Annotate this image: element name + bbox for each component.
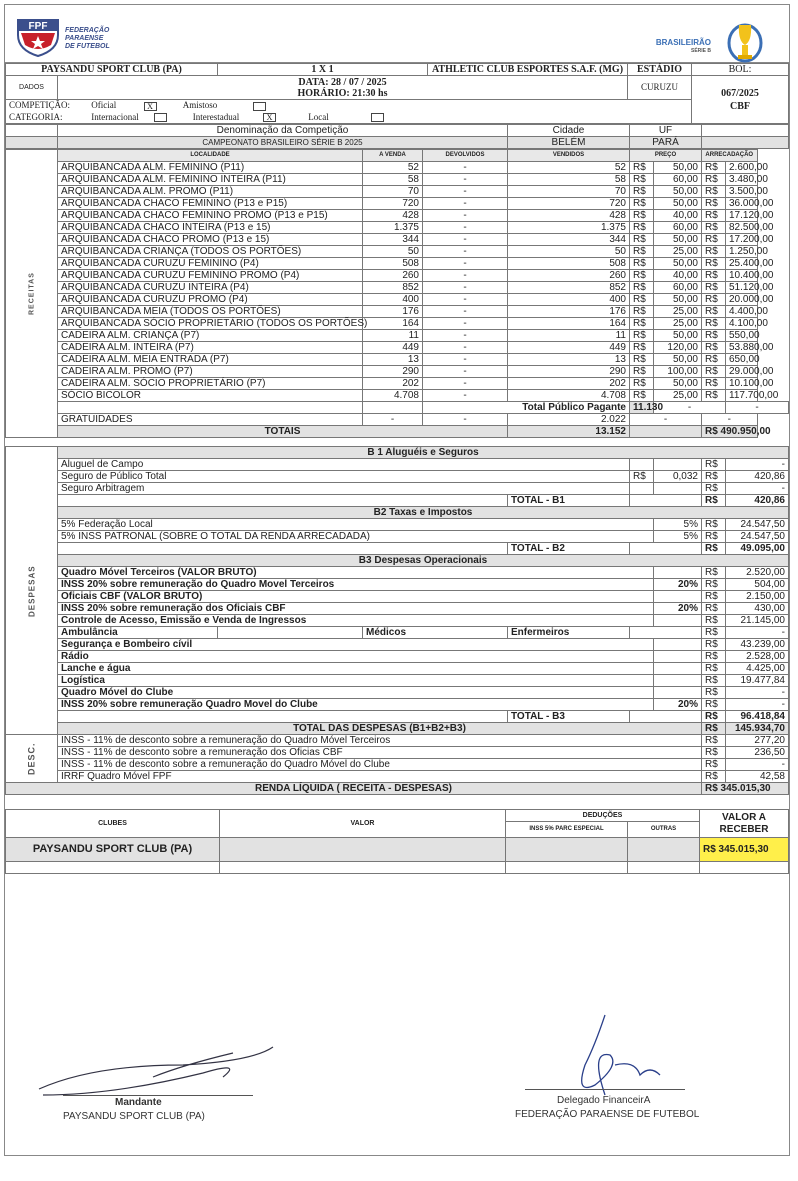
localidade: ARQUIBANCADA CURUZU INTEIRA (P4) bbox=[58, 282, 363, 294]
fpf-logo bbox=[15, 17, 61, 57]
despesa-label: INSS 20% sobre remuneração Quadro Movel do Clube bbox=[58, 699, 654, 711]
currency: R$ bbox=[702, 294, 726, 306]
col-localidade: LOCALIDADE bbox=[58, 150, 363, 162]
local-checkbox[interactable] bbox=[371, 113, 384, 122]
arrecadacao: 10.100,00 bbox=[726, 378, 758, 390]
despesa-label: Segurança e Bombeiro cívil bbox=[58, 639, 654, 651]
currency: R$ bbox=[702, 174, 726, 186]
receita-row bbox=[6, 210, 789, 222]
a-venda: 202 bbox=[363, 378, 423, 390]
total-despesas-label: TOTAL DAS DESPESAS (B1+B2+B3) bbox=[58, 723, 702, 735]
arrecadacao: 82.500,00 bbox=[726, 222, 758, 234]
localidade: ARQUIBANCADA CHACO PROMO (P13 e 15) bbox=[58, 234, 363, 246]
devolvidos: - bbox=[423, 294, 508, 306]
despesas-table: DESPESAS B 1 Aluguéis e Seguros Aluguel de Campo R$ - Seguro de Público Total R$ 0,032 R$ 420,86 Seguro Arbitragem R$ - TOTAL - B1 R$ 420,86 B2 Taxas e Impostos 5% Federação Local 5% R$ 24.547,50 5% INSS PATRONAL (SOBRE O TOTAL DA RENDA ARRECADADA) 5% R$ 24.547,50 TOTAL - B2 R$ 49.095,00 B3 Despesas Operacionais Quadro Móvel Terceiros (VALOR BRUTO) R$ 2.520,00 INSS 20% sobre remuneração do Quadro Movel Terceiros 20% R$ 504,00 Oficiais CBF (VALOR BRUTO) R$ 2.150,00 INSS 20% sobre remuneração dos Oficiais CBF 20% R$ 430,00 Controle de Acesso, Emissão e Venda de Ingressos R$ 21.145,00 Ambulância Médicos Enfermeiros R$ - Segurança e Bombeiro cívil R$ 43.239,00 Rádio R$ 2.528,00 Lanche e água R$ 4.425,00 Logística R$ 19.477,84 Quadro Móvel do Clube R$ - INSS 20% sobre remuneração Quadro Movel do Clube 20% R$ - TOTAL - B3 R$ 96.418,84 TOTAL DAS DESPESAS (B1+B2+B3) R$ 145.934,70 DESC. INSS - 11% de desconto sobre a remuneração do Quadro Móvel Terceiros R$ 277,20 INSS - 11% de desconto sobre a remuneração dos Oficias CBF R$ 236,50 INSS - 11% de desconto sobre a remuneração do Quadro Móvel do Clube R$ - IRRF Quadro Móvel FPF R$ 42,58 RENDA LÍQUIDA ( RECEITA - DESPESAS) R$ 345.015,30 bbox=[5, 446, 789, 795]
currency: R$ bbox=[630, 174, 654, 186]
despesa-value: - bbox=[726, 699, 789, 711]
vendidos: 70 bbox=[508, 186, 630, 198]
arrecadacao: 29.000,00 bbox=[726, 366, 758, 378]
despesa-value: - bbox=[726, 459, 789, 471]
preco: 40,00 bbox=[654, 210, 702, 222]
preco: 50,00 bbox=[654, 378, 702, 390]
despesa-label: Seguro Arbitragem bbox=[58, 483, 630, 495]
devolvidos: - bbox=[423, 306, 508, 318]
vendidos: 400 bbox=[508, 294, 630, 306]
devolvidos: - bbox=[423, 366, 508, 378]
currency: R$ bbox=[630, 210, 654, 222]
vendidos: 13 bbox=[508, 354, 630, 366]
b3-total-label: TOTAL - B3 bbox=[508, 711, 630, 723]
currency: R$ bbox=[702, 282, 726, 294]
b3-total: 96.418,84 bbox=[726, 711, 789, 723]
currency: R$ bbox=[702, 330, 726, 342]
desc-value: 236,50 bbox=[726, 747, 789, 759]
currency: R$ bbox=[630, 390, 654, 402]
despesa-value: 420,86 bbox=[726, 471, 789, 483]
localidade: ARQUIBANCADA CHACO INTEIRA (P13 e 15) bbox=[58, 222, 363, 234]
b2-total: 49.095,00 bbox=[726, 543, 789, 555]
vendidos: 176 bbox=[508, 306, 630, 318]
arrecadacao: 117.700,00 bbox=[726, 390, 758, 402]
currency: R$ bbox=[630, 342, 654, 354]
vendidos: 1.375 bbox=[508, 222, 630, 234]
competition-name: CAMPEONATO BRASILEIRO SÉRIE B 2025 bbox=[58, 137, 508, 149]
despesa-label: 5% Federação Local bbox=[58, 519, 654, 531]
despesa-value: 430,00 bbox=[726, 603, 789, 615]
localidade: ARQUIBANCADA ALM. FEMININO INTEIRA (P11) bbox=[58, 174, 363, 186]
currency: R$ bbox=[630, 294, 654, 306]
a-venda: 449 bbox=[363, 342, 423, 354]
preco: 50,00 bbox=[654, 198, 702, 210]
arrecadacao: 17.200,00 bbox=[726, 234, 758, 246]
desc-label: INSS - 11% de desconto sobre a remuneração do Quadro Móvel do Clube bbox=[58, 759, 702, 771]
localidade: ARQUIBANCADA SÓCIO PROPRIETÁRIO (TODOS OS PORTÕES) bbox=[58, 318, 363, 330]
vendidos: 428 bbox=[508, 210, 630, 222]
localidade: CADEIRA ALM. INTEIRA (P7) bbox=[58, 342, 363, 354]
vendidos: 50 bbox=[508, 246, 630, 258]
receita-row bbox=[6, 282, 789, 294]
despesa-label: 5% INSS PATRONAL (SOBRE O TOTAL DA RENDA ARRECADADA) bbox=[58, 531, 654, 543]
devolvidos: - bbox=[423, 282, 508, 294]
despesa-value: 19.477,84 bbox=[726, 675, 789, 687]
despesa-label: Quadro Móvel do Clube bbox=[58, 687, 654, 699]
despesa-label: Aluguel de Campo bbox=[58, 459, 630, 471]
preco: 120,00 bbox=[654, 342, 702, 354]
oficial-checkbox[interactable]: X bbox=[144, 102, 157, 111]
devolvidos: - bbox=[423, 258, 508, 270]
a-venda: 13 bbox=[363, 354, 423, 366]
currency: R$ bbox=[630, 246, 654, 258]
a-venda: 52 bbox=[363, 162, 423, 174]
b3-title: B3 Despesas Operacionais bbox=[58, 555, 789, 567]
medicos-label: Médicos bbox=[363, 627, 508, 639]
receita-row bbox=[6, 342, 789, 354]
currency: R$ bbox=[702, 258, 726, 270]
preco: 60,00 bbox=[654, 282, 702, 294]
desc-label: INSS - 11% de desconto sobre a remuneração dos Oficias CBF bbox=[58, 747, 702, 759]
a-venda: 290 bbox=[363, 366, 423, 378]
currency: R$ bbox=[630, 378, 654, 390]
desc-value: - bbox=[726, 759, 789, 771]
arrecadacao: 53.880,00 bbox=[726, 342, 758, 354]
vendidos: 290 bbox=[508, 366, 630, 378]
arrecadacao: 2.600,00 bbox=[726, 162, 758, 174]
cidade-label: Cidade bbox=[508, 125, 630, 137]
col-a-venda: A VENDA bbox=[363, 150, 423, 162]
devolvidos: - bbox=[423, 186, 508, 198]
vendidos: 344 bbox=[508, 234, 630, 246]
despesa-value: 24.547,50 bbox=[726, 519, 789, 531]
localidade: ARQUIBANCADA ALM. PROMO (P11) bbox=[58, 186, 363, 198]
a-venda: 58 bbox=[363, 174, 423, 186]
amistoso-checkbox[interactable] bbox=[253, 102, 266, 111]
a-venda: 50 bbox=[363, 246, 423, 258]
vendidos: 852 bbox=[508, 282, 630, 294]
despesa-value: 2.528,00 bbox=[726, 651, 789, 663]
a-venda: 344 bbox=[363, 234, 423, 246]
arrecadacao: 4.100,00 bbox=[726, 318, 758, 330]
devolvidos: - bbox=[423, 378, 508, 390]
devolvidos: - bbox=[423, 342, 508, 354]
a-venda: 400 bbox=[363, 294, 423, 306]
despesa-label: Lanche e água bbox=[58, 663, 654, 675]
vendidos: 11 bbox=[508, 330, 630, 342]
despesa-value: - bbox=[726, 687, 789, 699]
currency: R$ bbox=[702, 306, 726, 318]
devolvidos: - bbox=[423, 162, 508, 174]
col-preco: PREÇO bbox=[630, 150, 702, 162]
a-venda: 164 bbox=[363, 318, 423, 330]
localidade: CADEIRA ALM. PROMO (P7) bbox=[58, 366, 363, 378]
preco: 25,00 bbox=[654, 306, 702, 318]
localidade: ARQUIBANCADA MEIA (TODOS OS PORTÕES) bbox=[58, 306, 363, 318]
header bbox=[5, 5, 789, 63]
mandante-signature bbox=[33, 1025, 283, 1105]
despesa-value: 504,00 bbox=[726, 579, 789, 591]
arrecadacao: 25.400,00 bbox=[726, 258, 758, 270]
preco: 50,00 bbox=[654, 162, 702, 174]
despesa-label: Seguro de Público Total bbox=[58, 471, 630, 483]
currency: R$ bbox=[702, 222, 726, 234]
currency: R$ bbox=[702, 210, 726, 222]
mandante-org: PAYSANDU SPORT CLUB (PA) bbox=[63, 1111, 205, 1122]
devolvidos: - bbox=[423, 390, 508, 402]
federation-name: FEDERAÇÃO PARAENSE DE FUTEBOL bbox=[65, 27, 110, 50]
trophy-icon bbox=[719, 19, 767, 63]
devolvidos: - bbox=[423, 174, 508, 186]
despesa-label: Rádio bbox=[58, 651, 654, 663]
preco: 50,00 bbox=[654, 354, 702, 366]
vendidos: 260 bbox=[508, 270, 630, 282]
bol-number: 067/2025 CBF bbox=[692, 76, 789, 124]
currency: R$ bbox=[630, 222, 654, 234]
gratuidades-label: GRATUIDADES bbox=[58, 414, 363, 426]
uf-value: PARÁ bbox=[630, 137, 702, 149]
arrecadacao: 51.120,00 bbox=[726, 282, 758, 294]
a-venda: 720 bbox=[363, 198, 423, 210]
despesa-value: 21.145,00 bbox=[726, 615, 789, 627]
currency: R$ bbox=[630, 330, 654, 342]
home-team: PAYSANDU SPORT CLUB (PA) bbox=[6, 64, 218, 76]
away-team: ATHLETIC CLUB ESPORTES S.A.F. (MG) bbox=[428, 64, 628, 76]
fpf-logo-text: FPF bbox=[28, 21, 48, 32]
despesa-value: 24.547,50 bbox=[726, 531, 789, 543]
desc-value: 277,20 bbox=[726, 735, 789, 747]
receita-row bbox=[6, 378, 789, 390]
dados-label: DADOS bbox=[6, 76, 58, 100]
total-pagante-label: Total Público Pagante bbox=[423, 402, 630, 414]
preco: 25,00 bbox=[654, 246, 702, 258]
competition-row: COMPETIÇÃO: Oficial X Amistoso bbox=[6, 100, 692, 112]
b2-total-label: TOTAL - B2 bbox=[508, 543, 630, 555]
despesa-value: 2.150,00 bbox=[726, 591, 789, 603]
estadio-label: ESTÁDIO bbox=[628, 64, 692, 76]
currency: R$ bbox=[702, 366, 726, 378]
currency: R$ bbox=[630, 366, 654, 378]
preco: 60,00 bbox=[654, 174, 702, 186]
receita-row bbox=[6, 258, 789, 270]
receita-row bbox=[6, 318, 789, 330]
cidade-value: BELÉM bbox=[508, 137, 630, 149]
payout-amount: R$ 345.015,30 bbox=[700, 838, 789, 862]
a-venda: 11 bbox=[363, 330, 423, 342]
devolvidos: - bbox=[423, 210, 508, 222]
localidade: SÓCIO BICOLOR bbox=[58, 390, 363, 402]
payout-deducoes-header: DEDUÇÕES bbox=[506, 810, 700, 822]
currency: R$ bbox=[702, 270, 726, 282]
a-venda: 176 bbox=[363, 306, 423, 318]
vendidos: 202 bbox=[508, 378, 630, 390]
preco: 25,00 bbox=[654, 390, 702, 402]
col-vendidos: VENDIDOS bbox=[508, 150, 630, 162]
devolvidos: - bbox=[423, 234, 508, 246]
devolvidos: - bbox=[423, 222, 508, 234]
devolvidos: - bbox=[423, 198, 508, 210]
preco: 100,00 bbox=[654, 366, 702, 378]
ambulancia-label: Ambulância bbox=[58, 627, 218, 639]
currency: R$ bbox=[630, 270, 654, 282]
receita-row bbox=[6, 174, 789, 186]
category-row: CATEGORIA: Internacional Interestadual X Local bbox=[6, 112, 692, 124]
despesa-label: Controle de Acesso, Emissão e Venda de Ingressos bbox=[58, 615, 654, 627]
totais-label: TOTAIS bbox=[58, 426, 508, 438]
despesas-section-label: DESPESAS bbox=[6, 447, 58, 735]
a-venda: 260 bbox=[363, 270, 423, 282]
match-info-table bbox=[5, 63, 789, 124]
a-venda: 852 bbox=[363, 282, 423, 294]
currency: R$ bbox=[702, 246, 726, 258]
gratuidades: 2.022 bbox=[508, 414, 630, 426]
arrecadacao: 1.250,00 bbox=[726, 246, 758, 258]
vendidos: 449 bbox=[508, 342, 630, 354]
currency: R$ bbox=[630, 234, 654, 246]
payout-valor-header: VALOR bbox=[220, 810, 506, 838]
vendidos: 4.708 bbox=[508, 390, 630, 402]
internacional-checkbox[interactable] bbox=[154, 113, 167, 122]
payout-clubes-header: CLUBES bbox=[6, 810, 220, 838]
receita-row bbox=[6, 222, 789, 234]
total-despesas: 145.934,70 bbox=[726, 723, 789, 735]
currency: R$ bbox=[630, 306, 654, 318]
interestadual-checkbox[interactable]: X bbox=[263, 113, 276, 122]
devolvidos: - bbox=[423, 354, 508, 366]
a-venda: 508 bbox=[363, 258, 423, 270]
localidade: CADEIRA ALM. CRIANÇA (P7) bbox=[58, 330, 363, 342]
receita-row bbox=[6, 234, 789, 246]
despesa-label: INSS 20% sobre remuneração do Quadro Movel Terceiros bbox=[58, 579, 654, 591]
localidade: ARQUIBANCADA CHACO FEMININO (P13 e P15) bbox=[58, 198, 363, 210]
vendidos: 508 bbox=[508, 258, 630, 270]
arrecadacao: 10.400,00 bbox=[726, 270, 758, 282]
receita-row bbox=[6, 354, 789, 366]
receita-row bbox=[6, 390, 789, 402]
arrecadacao: 36.000,00 bbox=[726, 198, 758, 210]
localidade: CADEIRA ALM. SÓCIO PROPRIETÁRIO (P7) bbox=[58, 378, 363, 390]
currency: R$ bbox=[702, 162, 726, 174]
currency: R$ bbox=[702, 342, 726, 354]
renda-liquida-label: RENDA LÍQUIDA ( RECEITA - DESPESAS) bbox=[6, 783, 702, 795]
arrecadacao: 3.500,00 bbox=[726, 186, 758, 198]
receita-row bbox=[6, 330, 789, 342]
renda-liquida: R$ 345.015,30 bbox=[702, 783, 789, 795]
despesa-value: - bbox=[726, 483, 789, 495]
a-venda: 70 bbox=[363, 186, 423, 198]
enfermeiros-label: Enfermeiros bbox=[508, 627, 630, 639]
despesa-label: Oficiais CBF (VALOR BRUTO) bbox=[58, 591, 654, 603]
a-venda: 1.375 bbox=[363, 222, 423, 234]
localidade: ARQUIBANCADA CURUZU FEMININO (P4) bbox=[58, 258, 363, 270]
arrecadacao: 3.480,00 bbox=[726, 174, 758, 186]
score: 1 X 1 bbox=[218, 64, 428, 76]
devolvidos: - bbox=[423, 330, 508, 342]
competition-table bbox=[5, 124, 789, 149]
col-devolvidos: DEVOLVIDOS bbox=[423, 150, 508, 162]
payout-club: PAYSANDU SPORT CLUB (PA) bbox=[6, 838, 220, 862]
col-arrecadacao: ARRECADAÇÃO bbox=[702, 150, 758, 162]
receita-row bbox=[6, 294, 789, 306]
localidade: CADEIRA ALM. MEIA ENTRADA (P7) bbox=[58, 354, 363, 366]
preco: 50,00 bbox=[654, 330, 702, 342]
localidade: ARQUIBANCADA CHACO FEMININO PROMO (P13 e P15) bbox=[58, 210, 363, 222]
a-venda: 428 bbox=[363, 210, 423, 222]
vendidos: 52 bbox=[508, 162, 630, 174]
b1-total: 420,86 bbox=[726, 495, 789, 507]
despesa-label: Logística bbox=[58, 675, 654, 687]
payout-inss-header: INSS 5% PARC ESPECIAL bbox=[506, 822, 628, 838]
currency: R$ bbox=[702, 234, 726, 246]
delegado-org: FEDERAÇÃO PARAENSE DE FUTEBOL bbox=[515, 1109, 700, 1120]
mandante-role: Mandante bbox=[115, 1097, 162, 1108]
uf-label: UF bbox=[630, 125, 702, 137]
currency: R$ bbox=[630, 198, 654, 210]
currency: R$ bbox=[630, 258, 654, 270]
devolvidos: - bbox=[423, 318, 508, 330]
receitas-section-label: RECEITAS bbox=[6, 150, 58, 438]
devolvidos: - bbox=[423, 270, 508, 282]
arrecadacao: 650,00 bbox=[726, 354, 758, 366]
b1-title: B 1 Aluguéis e Seguros bbox=[58, 447, 789, 459]
currency: R$ bbox=[702, 186, 726, 198]
bol-label: BOL: bbox=[692, 64, 789, 76]
receita-row bbox=[6, 366, 789, 378]
despesa-value: 43.239,00 bbox=[726, 639, 789, 651]
currency: R$ bbox=[630, 354, 654, 366]
denom-label: Denominação da Competição bbox=[58, 125, 508, 137]
currency: R$ bbox=[702, 318, 726, 330]
payout-outras-header: OUTRAS bbox=[628, 822, 700, 838]
desc-label: IRRF Quadro Móvel FPF bbox=[58, 771, 702, 783]
receitas-table: RECEITAS LOCALIDADE A VENDA DEVOLVIDOS VENDIDOS PREÇO ARRECADAÇÃO ARQUIBANCADA ALM. FEMININO (P11) 52 - 52 R$ 50,00 R$ 2.600,00 ARQUIBANCADA ALM. FEMININO INTEIRA (P11) 58 - 58 R$ 60,00 R$ 3.480,00 ARQUIBANCADA ALM. PROMO (P11) 70 - 70 R$ 50,00 R$ 3.500,00 ARQUIBANCADA CHACO FEMININO (P13 e P15) 720 - 720 R$ 50,00 R$ 36.000,00 ARQUIBANCADA CHACO FEMININO PROMO (P13 e P15) 428 - 428 R$ 40,00 R$ 17.120,00 ARQUIBANCADA CHACO INTEIRA (P13 e 15) 1.375 - 1.375 R$ 60,00 R$ 82.500,00 ARQUIBANCADA CHACO PROMO (P13 e 15) 344 - 344 R$ 50,00 R$ 17.200,00 ARQUIBANCADA CRIANÇA (TODOS OS PORTÕES) 50 - 50 R$ 25,00 R$ 1.250,00 ARQUIBANCADA CURUZU FEMININO (P4) 508 - 508 R$ 50,00 R$ 25.400,00 ARQUIBANCADA CURUZU FEMININO PROMO (P4) 260 - 260 R$ 40,00 R$ 10.400,00 ARQUIBANCADA CURUZU INTEIRA (P4) 852 - 852 R$ 60,00 R$ 51.120,00 ARQUIBANCADA CURUZU PROMO (P4) 400 - 400 R$ 50,00 R$ 20.000,00 ARQUIBANCADA MEIA (TODOS OS PORTÕES) 176 - 176 R$ 25,00 R$ 4.400,00 ARQUIBANCADA SÓCIO PROPRIETÁRIO (TODOS OS PORTÕES) 164 - 164 R$ 25,00 R$ 4.100,00 CADEIRA ALM. CRIANÇA (P7) 11 - 11 R$ 50,00 R$ 550,00 CADEIRA ALM. INTEIRA (P7) 449 - 449 R$ 120,00 R$ 53.880,00 CADEIRA ALM. MEIA ENTRADA (P7) 13 - 13 R$ 50,00 R$ 650,00 CADEIRA ALM. PROMO (P7) 290 - 290 R$ 100,00 R$ 29.000,00 CADEIRA ALM. SÓCIO PROPRIETÁRIO (P7) 202 - 202 R$ 50,00 R$ 10.100,00 SÓCIO BICOLOR 4.708 - 4.708 R$ 25,00 R$ 117.700,00 Total Público Pagante 11.130 - - GRATUIDADES - - 2.022 - - TOTAIS 13.152 R$ 490.950,00 bbox=[5, 149, 789, 438]
preco: 40,00 bbox=[654, 270, 702, 282]
currency: R$ bbox=[630, 186, 654, 198]
preco: 50,00 bbox=[654, 186, 702, 198]
currency: R$ bbox=[702, 378, 726, 390]
devolvidos: - bbox=[423, 246, 508, 258]
despesa-label: INSS 20% sobre remuneração dos Oficiais CBF bbox=[58, 603, 654, 615]
totais: 13.152 bbox=[508, 426, 630, 438]
league-logo: BRASILEIRÃO SÉRIE B bbox=[655, 38, 711, 54]
despesa-value: 4.425,00 bbox=[726, 663, 789, 675]
b2-title: B2 Taxas e Impostos bbox=[58, 507, 789, 519]
vendidos: 720 bbox=[508, 198, 630, 210]
localidade: ARQUIBANCADA CURUZU FEMININO PROMO (P4) bbox=[58, 270, 363, 282]
receita-row bbox=[6, 246, 789, 258]
preco: 50,00 bbox=[654, 258, 702, 270]
receita-row bbox=[6, 186, 789, 198]
despesa-label: Quadro Móvel Terceiros (VALOR BRUTO) bbox=[58, 567, 654, 579]
vendidos: 58 bbox=[508, 174, 630, 186]
a-venda: 4.708 bbox=[363, 390, 423, 402]
localidade: ARQUIBANCADA CURUZU PROMO (P4) bbox=[58, 294, 363, 306]
currency: R$ bbox=[630, 282, 654, 294]
date-time: DATA: 28 / 07 / 2025 HORÁRIO: 21:30 hs bbox=[58, 76, 628, 100]
preco: 25,00 bbox=[654, 318, 702, 330]
arrecadacao: 550,00 bbox=[726, 330, 758, 342]
arrecadacao: 4.400,00 bbox=[726, 306, 758, 318]
receita-row bbox=[6, 306, 789, 318]
desc-label: INSS - 11% de desconto sobre a remuneração do Quadro Móvel Terceiros bbox=[58, 735, 702, 747]
vendidos: 164 bbox=[508, 318, 630, 330]
receita-row bbox=[6, 162, 789, 174]
currency: R$ bbox=[702, 354, 726, 366]
currency: R$ bbox=[630, 318, 654, 330]
delegado-role: Delegado FinanceirA bbox=[557, 1095, 651, 1106]
desc-section-label: DESC. bbox=[6, 735, 58, 783]
preco: 60,00 bbox=[654, 222, 702, 234]
arrecadacao: 20.000,00 bbox=[726, 294, 758, 306]
borderô-document bbox=[4, 4, 790, 1156]
despesa-value: 2.520,00 bbox=[726, 567, 789, 579]
receita-row bbox=[6, 198, 789, 210]
estadio-value: CURUZU bbox=[628, 76, 692, 100]
b1-total-label: TOTAL - B1 bbox=[508, 495, 630, 507]
preco: 50,00 bbox=[654, 234, 702, 246]
localidade: ARQUIBANCADA ALM. FEMININO (P11) bbox=[58, 162, 363, 174]
receita-row bbox=[6, 270, 789, 282]
payout-receber-header: VALOR A RECEBER bbox=[700, 810, 789, 838]
arrecadacao: 17.120,00 bbox=[726, 210, 758, 222]
localidade: ARQUIBANCADA CRIANÇA (TODOS OS PORTÕES) bbox=[58, 246, 363, 258]
desc-value: 42,58 bbox=[726, 771, 789, 783]
payout-table bbox=[5, 809, 789, 874]
total-pagante: 11.130 bbox=[630, 402, 654, 414]
currency: R$ bbox=[630, 162, 654, 174]
currency: R$ bbox=[702, 390, 726, 402]
preco: 50,00 bbox=[654, 294, 702, 306]
currency: R$ bbox=[702, 198, 726, 210]
totais-valor: R$ 490.950,00 bbox=[702, 426, 758, 438]
